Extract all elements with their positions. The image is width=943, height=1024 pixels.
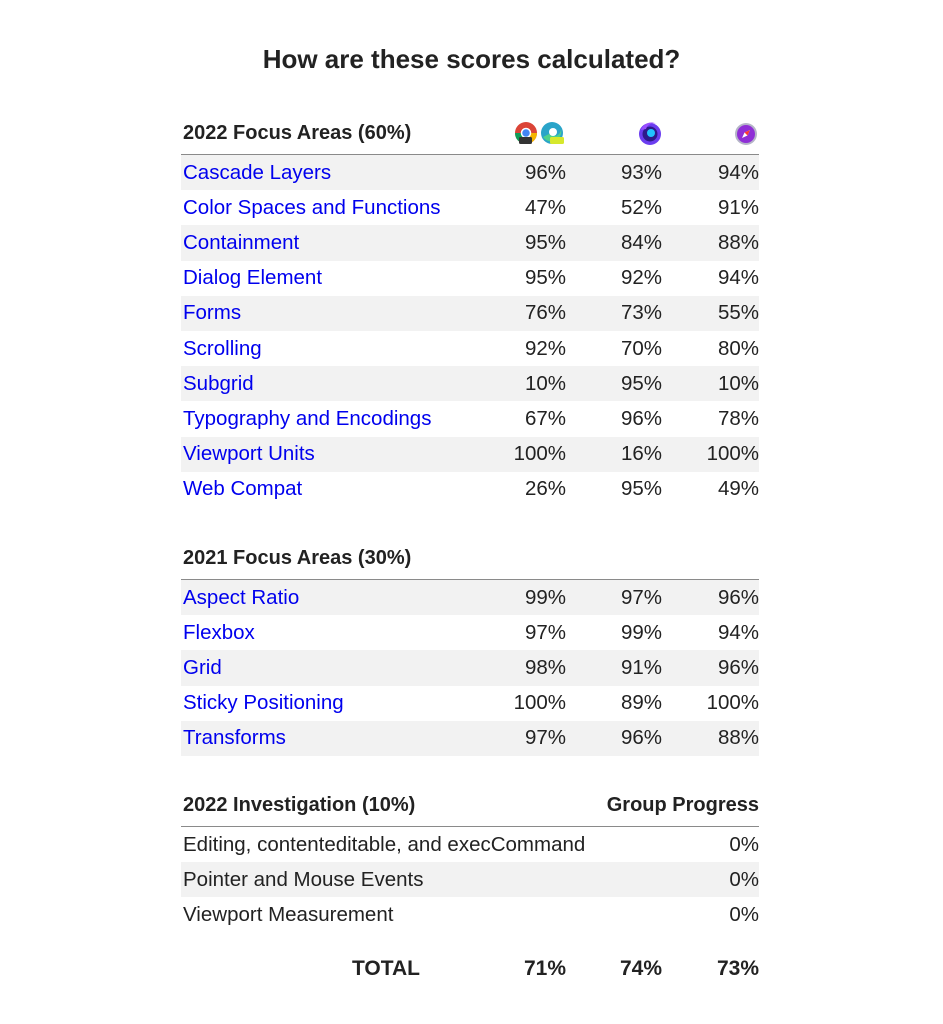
browser-icon-cell-3: [663, 120, 759, 146]
focus-area-link[interactable]: Flexbox: [183, 620, 255, 644]
score-firefox: 97%: [620, 585, 662, 609]
group-progress-value: 0%: [729, 832, 759, 856]
investigation-area-label: Pointer and Mouse Events: [183, 867, 424, 891]
score-chrome-edge: 97%: [524, 726, 566, 750]
investigation-table: [181, 784, 759, 933]
table-row: [181, 862, 759, 897]
score-chrome-edge: 76%: [524, 301, 566, 325]
table-row: [181, 190, 759, 225]
focus-area-link[interactable]: Scrolling: [183, 336, 262, 360]
score-chrome-edge: 10%: [524, 371, 566, 395]
score-chrome-edge: 96%: [524, 160, 566, 184]
score-firefox: 95%: [620, 371, 662, 395]
score-firefox: 16%: [620, 442, 662, 466]
score-chrome-edge: 47%: [524, 195, 566, 219]
focus-area-link[interactable]: Subgrid: [183, 371, 254, 395]
table-row: [181, 580, 759, 615]
focus-area-link[interactable]: Grid: [183, 655, 222, 679]
table-row: [181, 225, 759, 260]
score-safari: 88%: [717, 726, 759, 750]
score-chrome-edge: 100%: [513, 442, 566, 466]
score-firefox: 52%: [620, 195, 662, 219]
table-row: [181, 401, 759, 436]
focus-area-link[interactable]: Forms: [183, 301, 242, 325]
score-firefox: 99%: [620, 620, 662, 644]
focus-area-link[interactable]: Sticky Positioning: [183, 691, 344, 715]
score-safari: 94%: [717, 160, 759, 184]
group-progress-value: 0%: [729, 867, 759, 891]
total-score-firefox: 74%: [619, 957, 662, 980]
score-safari: 100%: [706, 691, 759, 715]
score-firefox: 70%: [620, 336, 662, 360]
focus-2022-table: [181, 112, 759, 507]
score-firefox: 84%: [620, 230, 662, 254]
focus-area-link[interactable]: Containment: [183, 230, 300, 254]
table-row: [181, 261, 759, 296]
focus-2021-header: [181, 537, 759, 580]
score-firefox: 73%: [620, 301, 662, 325]
focus-area-link[interactable]: Transforms: [183, 726, 286, 750]
chrome-edge-dev-icon: [513, 120, 567, 146]
focus-2022-heading: 2022 Focus Areas (60%): [183, 121, 412, 144]
score-firefox: 93%: [620, 160, 662, 184]
focus-area-link[interactable]: Typography and Encodings: [183, 406, 432, 430]
focus-2022-header: [181, 112, 759, 155]
investigation-heading: 2022 Investigation (10%): [183, 793, 416, 816]
focus-area-link[interactable]: Viewport Units: [183, 442, 315, 466]
score-firefox: 95%: [620, 477, 662, 501]
score-safari: 10%: [717, 371, 759, 395]
table-row: [181, 296, 759, 331]
score-chrome-edge: 92%: [524, 336, 566, 360]
table-row: [181, 686, 759, 721]
score-safari: 80%: [717, 336, 759, 360]
investigation-area-label: Viewport Measurement: [183, 902, 394, 926]
firefox-nightly-icon: [637, 120, 663, 146]
focus-2021-heading: 2021 Focus Areas (30%): [183, 546, 412, 569]
score-chrome-edge: 26%: [524, 477, 566, 501]
score-firefox: 96%: [620, 726, 662, 750]
score-safari: 78%: [717, 406, 759, 430]
focus-2021-table: [181, 537, 759, 756]
table-row: [181, 366, 759, 401]
score-safari: 94%: [717, 266, 759, 290]
table-row: [181, 650, 759, 685]
score-firefox: 96%: [620, 406, 662, 430]
focus-area-link[interactable]: Aspect Ratio: [183, 585, 300, 609]
score-safari: 96%: [717, 655, 759, 679]
score-firefox: 91%: [620, 655, 662, 679]
table-row: [181, 827, 759, 862]
focus-area-link[interactable]: Dialog Element: [183, 266, 323, 290]
table-row: [181, 155, 759, 190]
score-safari: 55%: [717, 301, 759, 325]
score-chrome-edge: 95%: [524, 266, 566, 290]
browser-icon-cell-1: [471, 120, 567, 146]
safari-technology-preview-icon: [733, 120, 759, 146]
table-row: [181, 331, 759, 366]
total-score-safari: 73%: [716, 957, 759, 980]
score-firefox: 89%: [620, 691, 662, 715]
score-safari: 88%: [717, 230, 759, 254]
browser-icon-cell-2: [567, 120, 663, 146]
focus-area-link[interactable]: Cascade Layers: [183, 160, 332, 184]
table-row: [181, 472, 759, 507]
group-progress-value: 0%: [729, 902, 759, 926]
focus-area-link[interactable]: Color Spaces and Functions: [183, 195, 441, 219]
score-chrome-edge: 95%: [524, 230, 566, 254]
score-chrome-edge: 100%: [513, 691, 566, 715]
score-chrome-edge: 97%: [524, 620, 566, 644]
table-row: [181, 721, 759, 756]
score-safari: 94%: [717, 620, 759, 644]
focus-area-link[interactable]: Web Compat: [183, 477, 303, 501]
investigation-header: [181, 784, 759, 827]
page-title: How are these scores calculated?: [262, 44, 681, 74]
total-label: TOTAL: [351, 957, 420, 980]
score-firefox: 92%: [620, 266, 662, 290]
score-safari: 91%: [717, 195, 759, 219]
score-safari: 96%: [717, 585, 759, 609]
score-chrome-edge: 98%: [524, 655, 566, 679]
table-row: [181, 897, 759, 932]
score-safari: 49%: [717, 477, 759, 501]
score-safari: 100%: [706, 442, 759, 466]
total-row: [181, 949, 759, 989]
total-score-chrome-edge: 71%: [523, 957, 566, 980]
score-chrome-edge: 99%: [524, 585, 566, 609]
table-row: [181, 615, 759, 650]
investigation-area-label: Editing, contenteditable, and execCommand: [183, 832, 586, 856]
table-row: [181, 437, 759, 472]
group-progress-label: Group Progress: [606, 793, 759, 816]
score-chrome-edge: 67%: [524, 406, 566, 430]
